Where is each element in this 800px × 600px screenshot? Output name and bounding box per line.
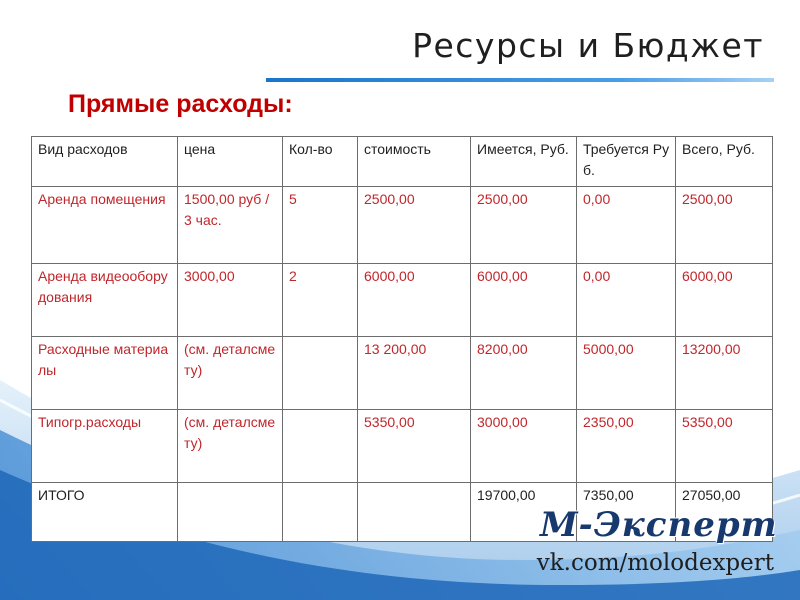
cell-expense-type: Аренда видеооборудования: [32, 264, 178, 337]
cell-price: (см. деталсмету): [178, 337, 283, 410]
cell-available: 19700,00: [471, 483, 577, 542]
cell-cost: 5350,00: [358, 410, 471, 483]
header-available: Имеется, Руб.: [471, 137, 577, 187]
cell-required: 7350,00: [577, 483, 676, 542]
cell-cost: 13 200,00: [358, 337, 471, 410]
header-quantity: Кол-во: [283, 137, 358, 187]
cell-total: 6000,00: [676, 264, 773, 337]
cell-available: 8200,00: [471, 337, 577, 410]
cell-expense-type: Типогр.расходы: [32, 410, 178, 483]
cell-cost: 2500,00: [358, 187, 471, 264]
cell-price: 1500,00 руб / 3 час.: [178, 187, 283, 264]
cell-total: 27050,00: [676, 483, 773, 542]
header-cost: стоимость: [358, 137, 471, 187]
table-row: [32, 337, 773, 410]
cell-available: 3000,00: [471, 410, 577, 483]
header-price: цена: [178, 137, 283, 187]
brand-url: vk.com/molodexpert: [536, 550, 774, 576]
cell-quantity: 5: [283, 187, 358, 264]
cell-quantity: [283, 410, 358, 483]
brand-logo: М-Эксперт: [540, 505, 778, 545]
cell-quantity: [283, 337, 358, 410]
header-total: Всего, Руб.: [676, 137, 773, 187]
header-required: Требуется Руб.: [577, 137, 676, 187]
cell-total: 5350,00: [676, 410, 773, 483]
cell-price: 3000,00: [178, 264, 283, 337]
cell-total-label: ИТОГО: [32, 483, 178, 542]
cell-expense-type: Аренда помещения: [32, 187, 178, 264]
cell-required: 0,00: [577, 264, 676, 337]
cell-total: 13200,00: [676, 337, 773, 410]
cell-quantity: 2: [283, 264, 358, 337]
section-subtitle: Прямые расходы:: [68, 90, 293, 118]
cell-cost: 6000,00: [358, 264, 471, 337]
cell-price: [178, 483, 283, 542]
slide-title: Ресурсы и Бюджет: [412, 26, 764, 65]
cell-total: 2500,00: [676, 187, 773, 264]
table-row: [32, 410, 773, 483]
cell-required: 2350,00: [577, 410, 676, 483]
cell-quantity: [283, 483, 358, 542]
cell-required: 5000,00: [577, 337, 676, 410]
cell-cost: [358, 483, 471, 542]
budget-table: [31, 136, 773, 542]
cell-required: 0,00: [577, 187, 676, 264]
cell-available: 2500,00: [471, 187, 577, 264]
header-expense-type: Вид расходов: [32, 137, 178, 187]
cell-price: (см. деталсмету): [178, 410, 283, 483]
table-header-row: [32, 137, 773, 187]
table-row: [32, 264, 773, 337]
title-underline: [266, 78, 774, 82]
table-row: [32, 187, 773, 264]
cell-expense-type: Расходные материалы: [32, 337, 178, 410]
cell-available: 6000,00: [471, 264, 577, 337]
